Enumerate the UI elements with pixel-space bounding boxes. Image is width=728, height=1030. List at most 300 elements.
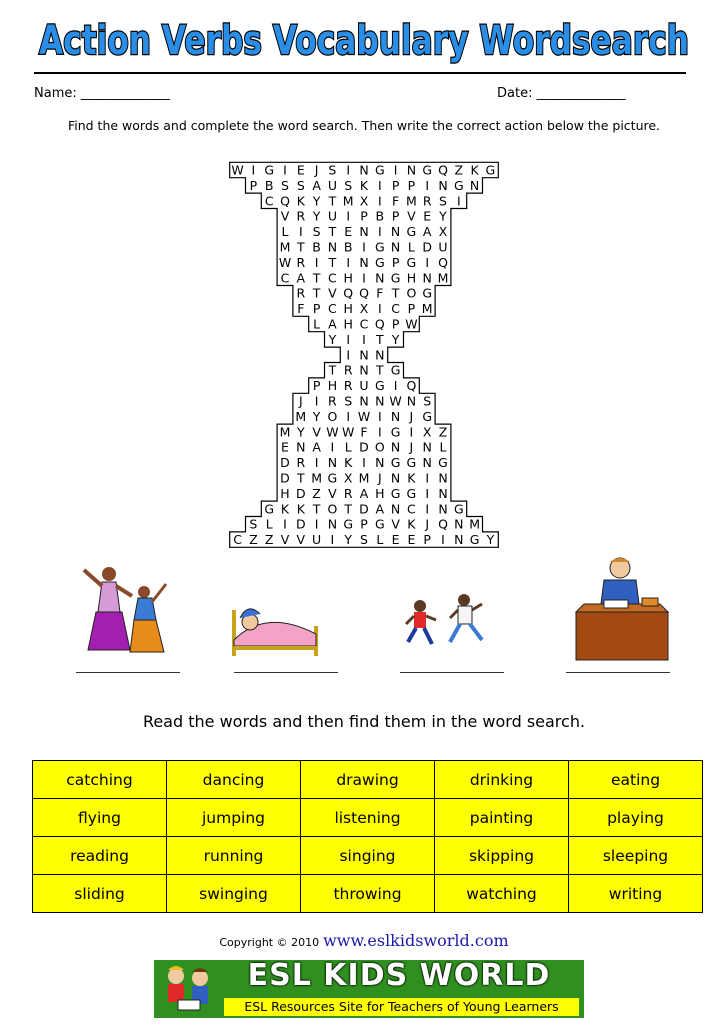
word-cell: jumping (167, 799, 301, 837)
grid-letter[interactable]: N (390, 239, 401, 255)
grid-letter[interactable]: G (453, 177, 464, 193)
site-link[interactable]: www.eslkidsworld.com (323, 931, 509, 950)
grid-letter[interactable]: N (390, 470, 401, 486)
grid-letter[interactable]: O (406, 285, 417, 301)
grid-letter[interactable]: N (390, 224, 401, 240)
grid-letter[interactable]: I (298, 224, 303, 240)
grid-letter[interactable]: K (344, 455, 353, 471)
grid-letter[interactable]: G (422, 408, 433, 424)
grid-letter[interactable]: Q (438, 254, 448, 270)
grid-letter[interactable]: G (390, 362, 401, 378)
grid-letter[interactable]: S (328, 162, 337, 178)
name-blank[interactable]: ________________ (80, 86, 169, 101)
grid-letter[interactable]: T (328, 224, 337, 240)
grid-letter[interactable]: L (281, 224, 289, 240)
grid-letter[interactable]: I (377, 193, 382, 209)
grid-letter[interactable]: I (456, 193, 461, 209)
grid-letter[interactable]: Y (328, 331, 337, 347)
grid-letter[interactable]: S (281, 177, 289, 193)
grid-letter[interactable]: P (423, 532, 431, 548)
grid-letter[interactable]: F (391, 193, 400, 209)
grid-letter[interactable]: T (312, 270, 321, 286)
grid-letter[interactable]: A (328, 316, 337, 332)
grid-letter[interactable]: N (359, 224, 369, 240)
grid-letter[interactable]: U (312, 532, 322, 548)
grid-letter[interactable]: G (453, 501, 464, 517)
grid-letter[interactable]: Z (454, 162, 464, 178)
grid-letter[interactable]: N (296, 439, 306, 455)
grid-letter[interactable]: J (425, 516, 430, 532)
grid-letter[interactable]: K (470, 162, 479, 178)
instruction-text: Find the words and complete the word search. Then write the correct action below the picture. (67, 118, 661, 133)
grid-letter[interactable]: T (328, 193, 337, 209)
word-list-instruction: Read the words and then find them in the word search. (142, 712, 586, 731)
grid-letter[interactable]: S (344, 393, 353, 409)
banner-title: ESL KIDS WORLD (247, 958, 551, 993)
grid-letter[interactable]: D (422, 239, 433, 255)
grid-letter[interactable]: A (375, 501, 385, 517)
grid-letter[interactable]: G (343, 516, 354, 532)
grid-letter[interactable]: M (358, 470, 370, 486)
grid-letter[interactable]: V (407, 208, 416, 224)
grid-letter[interactable]: T (296, 470, 305, 486)
grid-letter[interactable]: I (377, 301, 382, 317)
grid-letter[interactable]: D (280, 470, 290, 486)
grid-letter[interactable]: Y (312, 208, 321, 224)
grid-letter[interactable]: J (377, 470, 382, 486)
grid-letter[interactable]: D (359, 439, 369, 455)
grid-letter[interactable]: N (327, 455, 338, 471)
grid-letter[interactable]: P (391, 316, 400, 332)
grid-letter[interactable]: G (374, 378, 385, 394)
grid-letter[interactable]: Q (359, 285, 369, 301)
grid-letter[interactable]: H (375, 485, 385, 501)
grid-letter[interactable]: A (359, 485, 369, 501)
grid-letter[interactable]: D (295, 516, 306, 532)
grid-letter[interactable]: P (360, 208, 368, 224)
grid-letter[interactable]: R (296, 254, 306, 270)
grid-letter[interactable]: G (327, 470, 338, 486)
grid-letter[interactable]: V (280, 532, 290, 548)
grid-letter[interactable]: G (406, 254, 417, 270)
grid-letter[interactable]: T (328, 362, 337, 378)
grid-letter[interactable]: W (357, 408, 371, 424)
grid-letter[interactable]: C (280, 270, 290, 286)
word-cell: singing (301, 837, 435, 875)
word-cell: eating (569, 761, 703, 799)
grid-letter[interactable]: H (343, 316, 353, 332)
grid-letter[interactable]: W (389, 393, 402, 409)
grid-letter[interactable]: N (406, 393, 417, 409)
grid-letter[interactable]: I (425, 177, 430, 193)
grid-letter[interactable]: R (343, 362, 353, 378)
grid-letter[interactable]: A (296, 270, 306, 286)
grid-letter[interactable]: P (407, 177, 416, 193)
grid-letter[interactable]: N (359, 362, 369, 378)
grid-letter[interactable]: G (374, 162, 385, 178)
grid-letter[interactable]: U (327, 177, 337, 193)
grid-letter[interactable]: I (314, 455, 319, 471)
grid-letter[interactable]: S (312, 224, 321, 240)
grid-letter[interactable]: Q (280, 193, 290, 209)
grid-letter[interactable]: I (251, 162, 256, 178)
grid-letter[interactable]: I (393, 162, 398, 178)
writing-picture (568, 552, 678, 664)
grid-letter[interactable]: H (343, 301, 353, 317)
grid-letter[interactable]: V (328, 285, 337, 301)
word-cell: playing (569, 799, 703, 837)
grid-letter[interactable]: I (362, 239, 366, 255)
grid-letter[interactable]: B (343, 239, 353, 255)
grid-letter[interactable]: N (375, 455, 385, 471)
grid-letter[interactable]: M (437, 270, 449, 286)
grid-letter[interactable]: J (298, 393, 303, 409)
grid-letter[interactable]: I (346, 162, 351, 178)
grid-letter[interactable]: H (327, 378, 338, 394)
grid-letter[interactable]: D (295, 485, 306, 501)
grid-letter[interactable]: I (330, 439, 335, 455)
grid-letter[interactable]: C (391, 301, 400, 317)
grid-letter[interactable]: P (391, 208, 400, 224)
grid-letter[interactable]: K (407, 516, 416, 532)
grid-letter[interactable]: G (374, 254, 385, 270)
grid-letter[interactable]: G (390, 455, 401, 471)
grid-letter[interactable]: G (469, 532, 480, 548)
grid-letter[interactable]: O (327, 501, 338, 517)
grid-letter[interactable]: M (469, 516, 480, 532)
running-picture (404, 590, 494, 660)
grid-letter[interactable]: R (343, 378, 353, 394)
grid-letter[interactable]: N (359, 162, 369, 178)
grid-letter[interactable]: I (425, 485, 430, 501)
grid-letter[interactable]: N (359, 347, 369, 363)
grid-letter[interactable]: T (312, 501, 321, 517)
grid-letter[interactable]: N (422, 270, 432, 286)
grid-letter[interactable]: R (296, 285, 306, 301)
grid-letter[interactable]: R (296, 455, 306, 471)
grid-letter[interactable]: N (375, 347, 385, 363)
grid-letter[interactable]: U (359, 378, 369, 394)
grid-letter[interactable]: X (438, 224, 448, 240)
word-cell: throwing (301, 875, 435, 913)
grid-letter[interactable]: R (422, 193, 432, 209)
grid-letter[interactable]: G (406, 455, 417, 471)
grid-letter[interactable]: C (233, 532, 242, 548)
grid-letter[interactable]: V (328, 485, 337, 501)
grid-letter[interactable]: S (439, 193, 447, 209)
grid-letter[interactable]: G (422, 285, 433, 301)
grid-letter[interactable]: N (454, 516, 464, 532)
grid-letter[interactable]: N (390, 439, 401, 455)
grid-letter[interactable]: P (391, 177, 400, 193)
grid-letter[interactable]: X (343, 470, 353, 486)
grid-letter[interactable]: G (406, 224, 417, 240)
grid-letter[interactable]: S (360, 532, 368, 548)
grid-letter[interactable]: N (438, 177, 448, 193)
grid-letter[interactable]: C (328, 270, 337, 286)
grid-letter[interactable]: D (280, 455, 290, 471)
grid-letter[interactable]: R (296, 208, 306, 224)
grid-letter[interactable]: S (249, 516, 258, 532)
grid-letter[interactable]: I (425, 470, 430, 486)
grid-letter[interactable]: N (390, 501, 401, 517)
word-row (33, 875, 703, 913)
grid-letter[interactable]: S (296, 177, 305, 193)
grid-letter[interactable]: B (312, 239, 321, 255)
grid-letter[interactable]: W (326, 424, 339, 440)
grid-letter[interactable]: M (311, 470, 322, 486)
grid-letter[interactable]: I (314, 393, 319, 409)
grid-letter[interactable]: V (296, 532, 306, 548)
answer-line[interactable] (234, 672, 338, 673)
copyright-text: Copyright © 2010 (219, 936, 320, 949)
grid-letter[interactable]: O (374, 439, 385, 455)
grid-letter[interactable]: I (377, 177, 382, 193)
grid-letter[interactable]: H (406, 270, 417, 286)
grid-letter[interactable]: I (362, 455, 366, 471)
grid-letter[interactable]: L (376, 532, 384, 548)
grid-letter[interactable]: K (296, 193, 305, 209)
grid-letter[interactable]: C (328, 301, 337, 317)
grid-letter[interactable]: G (264, 501, 275, 517)
answer-line[interactable] (76, 672, 180, 673)
grid-letter[interactable]: P (391, 254, 400, 270)
copyright-line (0, 931, 728, 950)
banner-subtitle: ESL Resources Site for Teachers of Young Learners (224, 998, 579, 1016)
grid-letter[interactable]: W (278, 254, 292, 270)
grid-letter[interactable]: Z (312, 485, 321, 501)
word-cell: flying (33, 799, 167, 837)
grid-letter[interactable]: I (346, 347, 351, 363)
grid-letter[interactable]: P (360, 516, 368, 532)
grid-letter[interactable]: Q (438, 162, 448, 178)
grid-letter[interactable]: X (359, 301, 369, 317)
word-cell: dancing (167, 761, 301, 799)
date-label: Date: (497, 86, 537, 101)
grid-letter[interactable]: T (344, 501, 353, 517)
grid-letter[interactable]: Y (296, 424, 305, 440)
grid-letter[interactable]: R (328, 393, 337, 409)
grid-letter[interactable]: I (425, 501, 430, 517)
grid-letter[interactable]: M (279, 239, 291, 255)
answer-line[interactable] (400, 672, 504, 673)
grid-letter[interactable]: Q (406, 378, 417, 394)
grid-letter[interactable]: M (342, 193, 354, 209)
grid-letter[interactable]: Z (249, 532, 258, 548)
grid-letter[interactable]: I (377, 224, 382, 240)
grid-letter[interactable]: E (407, 532, 416, 548)
sleeping-picture (226, 590, 326, 660)
grid-letter[interactable]: N (422, 455, 432, 471)
grid-letter[interactable]: N (375, 393, 385, 409)
word-cell: watching (435, 875, 569, 913)
grid-letter[interactable]: S (344, 177, 353, 193)
grid-letter[interactable]: S (423, 393, 432, 409)
grid-letter[interactable]: I (314, 516, 319, 532)
grid-letter[interactable]: N (422, 439, 432, 455)
grid-letter[interactable]: Y (486, 532, 495, 548)
grid-letter[interactable]: P (407, 301, 416, 317)
answer-line[interactable] (566, 672, 670, 673)
grid-letter[interactable]: J (314, 162, 319, 178)
grid-letter[interactable]: I (409, 424, 414, 440)
grid-letter[interactable]: Y (344, 532, 353, 548)
grid-letter[interactable]: C (359, 316, 369, 332)
grid-letter[interactable]: N (390, 408, 401, 424)
grid-letter[interactable]: U (438, 239, 448, 255)
grid-letter[interactable]: T (328, 254, 337, 270)
grid-letter[interactable]: Y (391, 331, 400, 347)
grid-letter[interactable]: N (454, 532, 464, 548)
grid-letter[interactable]: M (295, 408, 307, 424)
grid-letter[interactable]: G (264, 162, 275, 178)
grid-letter[interactable]: N (438, 470, 448, 486)
grid-letter[interactable]: T (391, 285, 400, 301)
grid-letter[interactable]: V (391, 516, 400, 532)
grid-letter[interactable]: I (393, 378, 398, 394)
grid-letter[interactable]: I (283, 516, 287, 532)
grid-letter[interactable]: L (407, 239, 415, 255)
grid-letter[interactable]: N (375, 270, 385, 286)
grid-letter[interactable]: U (327, 208, 337, 224)
date-blank[interactable]: ________________ (536, 86, 625, 101)
grid-letter[interactable]: I (314, 254, 319, 270)
grid-letter[interactable]: M (279, 424, 291, 440)
grid-letter[interactable]: Z (438, 424, 448, 440)
grid-letter[interactable]: E (281, 439, 289, 455)
grid-letter[interactable]: N (406, 162, 417, 178)
title-text: Action Verbs Vocabulary Wordsearch (39, 18, 689, 64)
grid-letter[interactable]: L (313, 316, 321, 332)
grid-letter[interactable]: F (376, 285, 384, 301)
grid-letter[interactable]: F (297, 301, 305, 317)
grid-letter[interactable]: V (280, 208, 290, 224)
grid-letter[interactable]: I (346, 408, 351, 424)
grid-letter[interactable]: I (346, 254, 351, 270)
grid-letter[interactable]: N (469, 177, 480, 193)
grid-letter[interactable]: Y (312, 408, 321, 424)
grid-letter[interactable]: W (342, 424, 355, 440)
grid-letter[interactable]: I (441, 532, 445, 548)
grid-letter[interactable]: N (327, 516, 338, 532)
grid-letter[interactable]: N (359, 254, 369, 270)
grid-letter[interactable]: N (359, 393, 369, 409)
grid-letter[interactable]: G (390, 424, 401, 440)
grid-letter[interactable]: T (375, 331, 384, 347)
grid-letter[interactable]: F (360, 424, 368, 440)
grid-letter[interactable]: C (407, 501, 416, 517)
grid-letter[interactable]: Z (264, 532, 274, 548)
grid-letter[interactable]: I (362, 331, 366, 347)
word-row (33, 761, 703, 799)
word-cell: writing (569, 875, 703, 913)
grid-letter[interactable]: G (374, 516, 385, 532)
grid-letter[interactable]: M (421, 301, 433, 317)
grid-letter[interactable]: V (312, 424, 321, 440)
grid-letter[interactable]: P (249, 177, 258, 193)
grid-letter[interactable]: E (344, 224, 353, 240)
grid-letter[interactable]: W (231, 162, 244, 178)
grid-letter[interactable]: Q (438, 516, 448, 532)
grid-letter[interactable]: Q (343, 285, 354, 301)
word-cell: skipping (435, 837, 569, 875)
grid-letter[interactable]: K (407, 470, 416, 486)
grid-letter[interactable]: I (377, 408, 382, 424)
grid-letter[interactable]: I (362, 270, 366, 286)
grid-letter[interactable]: T (375, 362, 384, 378)
grid-letter[interactable]: E (391, 532, 400, 548)
grid-letter[interactable]: A (422, 224, 432, 240)
grid-letter[interactable]: P (312, 378, 321, 394)
grid-letter[interactable]: E (423, 208, 432, 224)
word-cell: painting (435, 799, 569, 837)
grid-letter[interactable]: G (374, 239, 385, 255)
name-label: Name: (34, 86, 81, 101)
grid-letter[interactable]: I (346, 208, 351, 224)
word-list-table (32, 760, 703, 913)
grid-letter[interactable]: T (312, 285, 321, 301)
grid-letter[interactable]: T (296, 239, 305, 255)
word-cell: drawing (301, 761, 435, 799)
site-banner[interactable] (154, 960, 584, 1018)
grid-letter[interactable]: L (344, 439, 352, 455)
grid-letter[interactable]: N (438, 485, 448, 501)
grid-letter[interactable]: A (312, 177, 321, 193)
grid-letter[interactable]: E (296, 162, 305, 178)
grid-letter[interactable]: G (406, 485, 417, 501)
grid-letter[interactable]: G (438, 455, 448, 471)
grid-letter[interactable]: B (375, 208, 385, 224)
grid-letter[interactable]: P (312, 301, 321, 317)
grid-letter[interactable]: O (327, 408, 338, 424)
grid-letter[interactable]: J (409, 408, 414, 424)
grid-letter[interactable]: Y (439, 208, 447, 224)
grid-letter[interactable]: L (439, 439, 447, 455)
grid-letter[interactable]: M (406, 193, 417, 209)
grid-letter[interactable]: I (425, 254, 430, 270)
grid-letter[interactable]: X (422, 424, 432, 440)
grid-letter[interactable]: G (422, 162, 433, 178)
grid-letter[interactable]: Y (312, 193, 321, 209)
word-cell: sleeping (569, 837, 703, 875)
grid-letter[interactable]: K (280, 501, 290, 517)
grid-letter[interactable]: R (343, 485, 353, 501)
grid-letter[interactable]: X (359, 193, 369, 209)
grid-letter[interactable]: D (359, 501, 369, 517)
grid-letter[interactable]: N (438, 501, 448, 517)
grid-letter[interactable]: I (377, 424, 382, 440)
grid-letter[interactable]: K (296, 501, 305, 517)
grid-letter[interactable]: C (264, 193, 274, 209)
word-cell: running (167, 837, 301, 875)
grid-letter[interactable]: I (330, 532, 335, 548)
grid-letter[interactable]: G (485, 162, 496, 178)
grid-letter[interactable]: H (343, 270, 353, 286)
grid-letter[interactable]: Q (374, 316, 385, 332)
grid-letter[interactable]: I (283, 162, 287, 178)
grid-letter[interactable]: N (327, 239, 338, 255)
grid-letter[interactable]: H (280, 485, 290, 501)
grid-letter[interactable]: B (264, 177, 274, 193)
grid-letter[interactable]: A (312, 439, 321, 455)
grid-letter[interactable]: G (390, 270, 401, 286)
grid-letter[interactable]: J (409, 439, 414, 455)
grid-letter[interactable]: L (265, 516, 273, 532)
grid-letter[interactable]: I (346, 331, 351, 347)
grid-letter[interactable]: K (359, 177, 369, 193)
grid-letter[interactable]: G (390, 485, 401, 501)
grid-letter[interactable]: W (405, 316, 418, 332)
